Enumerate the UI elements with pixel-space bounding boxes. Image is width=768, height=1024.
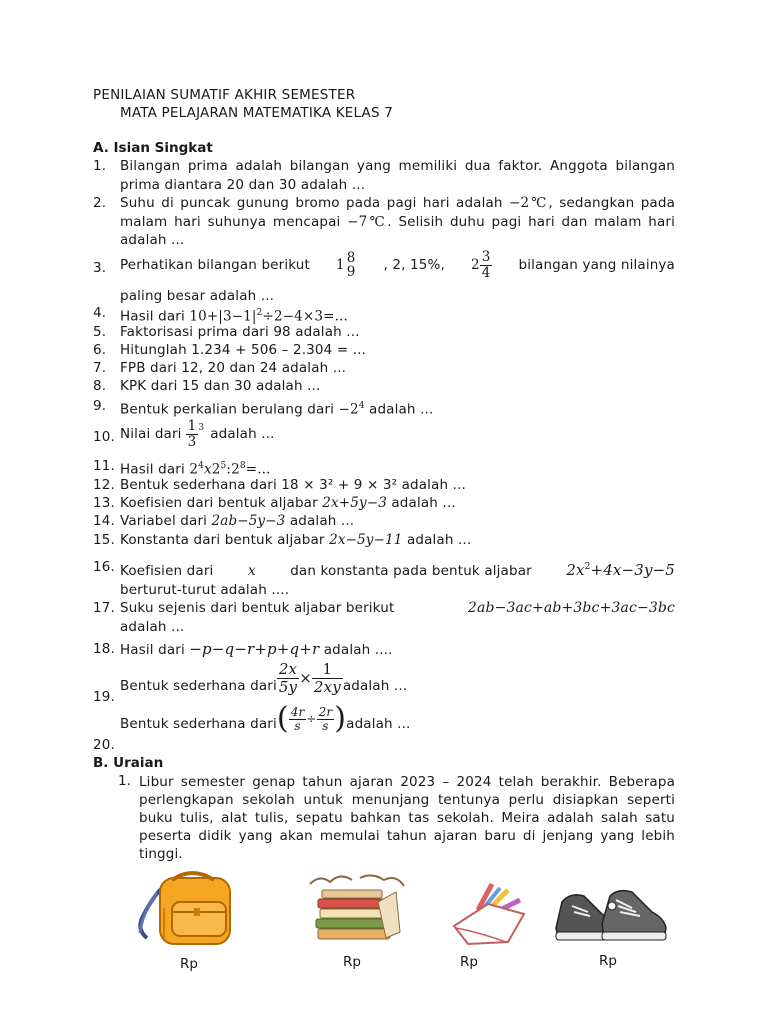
fraction: 8 9: [346, 249, 356, 281]
question-13: 13. Koefisien dari bentuk aljabar 2x+5y−3 adalah ...: [93, 495, 456, 511]
question-b1-number: 1.: [118, 773, 131, 789]
question-18: 18. Hasil dari −p−q−r+p+q+r adalah ....: [93, 640, 393, 658]
backpack-icon: [132, 868, 238, 948]
section-b-title: B. Uraian: [93, 755, 164, 771]
question-2: 2. Suhu di puncak gunung bromo pada pagi hari adalah −2℃, sedangkan pada malam hari suhunya mencapai −7℃. Selisih duhu pagi hari dan malam hari adalah ...: [93, 195, 675, 248]
price-label-books: Rp: [343, 954, 361, 970]
question-16: 16. Koefisien dari x dan konstanta pada bentuk aljabar $2x^2+4x-3y-5$ berturut-turut adalah ....: [93, 559, 675, 598]
question-8: 8. KPK dari 15 dan 30 adalah ...: [93, 378, 321, 394]
question-11: 11. Hasil dari $2^4x2^5:2^8=$...: [93, 458, 271, 478]
question-20: 20. Bentuk sederhana dari ( $\frac{4r}{s}$ ÷ $\frac{2r}{s}$ ) adalah ...: [93, 701, 411, 753]
pencil-case-icon: [448, 880, 532, 948]
question-10: 10. Nilai dari $\frac{1}{3}$ $^3$ adalah ...: [93, 418, 275, 450]
section-a-title: A. Isian Singkat: [93, 140, 213, 156]
subject-title: MATA PELAJARAN MATEMATIKA KELAS 7: [120, 105, 394, 121]
price-label-backpack: Rp: [180, 956, 198, 972]
sneakers-icon: [552, 884, 670, 948]
fraction: $\frac{2r}{s}$: [318, 705, 333, 734]
question-4: 4. Hasil dari $10+|3-1|^2\div 2-4\times 3=$...: [93, 305, 348, 325]
price-label-pencil-case: Rp: [460, 954, 478, 970]
question-17: 17. Suku sejenis dari bentuk aljabar berikut 2ab−3ac+ab+3bc+3ac−3bc adalah ...: [93, 600, 675, 635]
question-6: 6. Hitunglah 1.234 + 506 – 2.304 = ...: [93, 342, 367, 358]
fraction: $\frac{1}{3}$: [187, 418, 197, 450]
fraction: $\frac{4r}{s}$: [290, 705, 305, 734]
question-5: 5. Faktorisasi prima dari 98 adalah ...: [93, 324, 360, 340]
fraction: $\frac{1}{2xy}$: [313, 660, 341, 696]
books-icon: [300, 872, 410, 948]
question-7: 7. FPB dari 12, 20 dan 24 adalah ...: [93, 360, 347, 376]
question-3: 3. Perhatikan bilangan berikut 1 8 9 , 2, 15%, 2 $\frac{3}{4}$ bilangan yang nilainya paling besar adalah ...: [93, 249, 675, 304]
price-label-sneakers: Rp: [599, 953, 617, 969]
fraction: $\frac{3}{4}$: [481, 249, 491, 281]
question-9: 9. Bentuk perkalian berulang dari $-2^4$ adalah ...: [93, 398, 434, 418]
exam-title: PENILAIAN SUMATIF AKHIR SEMESTER: [93, 87, 356, 103]
question-15: 15. Konstanta dari bentuk aljabar 2x−5y−11 adalah ...: [93, 532, 472, 548]
question-b1: Libur semester genap tahun ajaran 2023 – 2024 telah berakhir. Beberapa perlengkapan sekolah untuk menunjang tentunya perlu disiapkan seperti buku tulis, alat tulis, sepatu bahkan tas sekolah. Meira adalah salah satu peserta didik yang akan memulai tahun ajaran baru di jenjang yang lebih tinggi.: [139, 774, 675, 862]
question-14: 14. Variabel dari 2ab−5y−3 adalah ...: [93, 513, 355, 529]
fraction: $\frac{2x}{5y}$: [278, 660, 298, 696]
question-1: 1. Bilangan prima adalah bilangan yang memiliki dua faktor. Anggota bilangan prima diantara 20 dan 30 adalah ...: [93, 158, 675, 193]
question-12: 12. Bentuk sederhana dari 18 × 3² + 9 × 3² adalah ...: [93, 477, 466, 493]
question-19: 19. Bentuk sederhana dari $\frac{2x}{5y}$ × $\frac{1}{2xy}$ adalah ...: [93, 660, 408, 705]
